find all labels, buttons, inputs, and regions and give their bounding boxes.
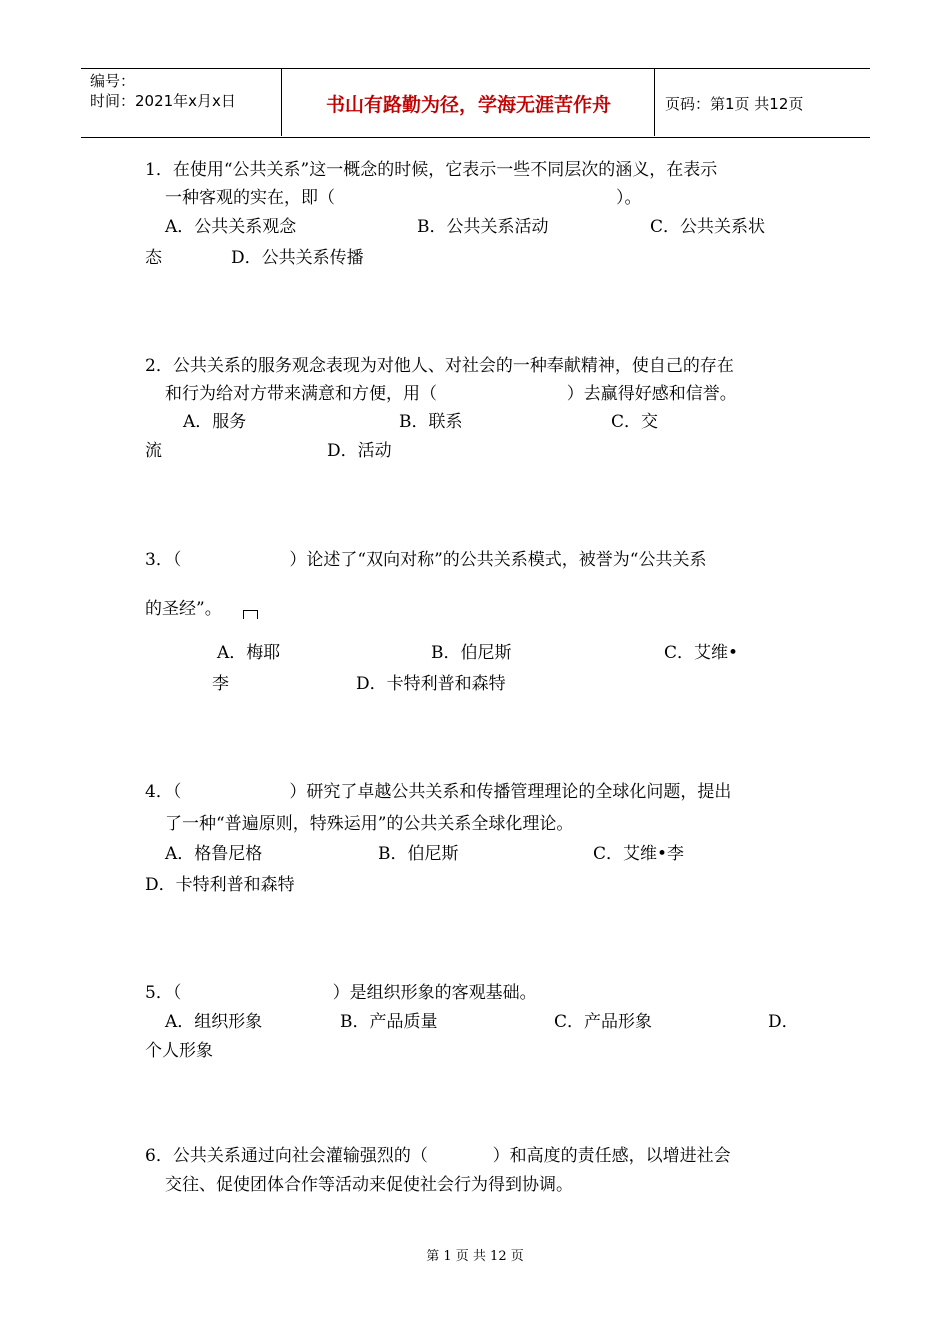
- question-5-line-1: 5．（ ）是组织形象的客观基础。: [145, 983, 537, 1003]
- question-1-option-c: C．公共关系状: [650, 217, 766, 237]
- question-2-option-a: A．服务: [183, 412, 247, 432]
- question-2-line-2: 和行为给对方带来满意和方便，用（ ）去赢得好感和信誉。: [165, 384, 737, 404]
- question-3-line-1: 3．（ ）论述了“双向对称”的公共关系模式，被誉为“公共关系: [145, 550, 707, 570]
- question-1-line-1: 1．在使用“公共关系”这一概念的时候，它表示一些不同层次的涵义，在表示: [145, 160, 718, 180]
- question-4-option-a: A．格鲁尼格: [165, 844, 263, 864]
- question-5-option-c: C．产品形象: [554, 1012, 653, 1032]
- question-5-option-d-cont: 个人形象: [145, 1041, 213, 1061]
- question-1-option-a: A．公共关系观念: [165, 217, 297, 237]
- question-4-option-d: D．卡特利普和森特: [145, 875, 295, 895]
- question-4-option-c: C．艾维•李: [593, 844, 685, 864]
- question-2-line-1: 2．公共关系的服务观念表现为对他人、对社会的一种奉献精神，使自己的存在: [145, 356, 734, 376]
- question-2-option-c-cont: 流: [145, 441, 162, 461]
- question-2-option-c: C．交: [611, 412, 659, 432]
- question-5-option-a: A．组织形象: [165, 1012, 263, 1032]
- question-4-line-2: 了一种“普遍原则，特殊运用”的公共关系全球化理论。: [165, 814, 574, 834]
- header-meta: [90, 71, 236, 111]
- question-4-line-1: 4．（ ）研究了卓越公共关系和传播管理理论的全球化问题，提出: [145, 782, 732, 802]
- question-3-line-2: 的圣经”。: [145, 599, 222, 619]
- page-footer: 第 1 页 共 12 页: [426, 1249, 524, 1264]
- question-3-option-a: A．梅耶: [217, 643, 281, 663]
- header-motto: 书山有路勤为径，学海无涯苦作舟: [325, 94, 611, 116]
- question-1-option-d: D．公共关系传播: [231, 248, 364, 268]
- question-1-line-2: 一种客观的实在，即（ ）。: [165, 188, 642, 208]
- question-3-option-c-cont: 李: [212, 674, 229, 694]
- question-3-option-b: B．伯尼斯: [431, 643, 512, 663]
- question-4-option-b: B．伯尼斯: [378, 844, 459, 864]
- question-3-option-c: C．艾维•: [664, 643, 739, 663]
- question-6-line-2: 交往、促使团体合作等活动来促使社会行为得到协调。: [165, 1175, 573, 1195]
- question-1-option-b: B．公共关系活动: [417, 217, 549, 237]
- question-2-option-d: D．活动: [327, 441, 392, 461]
- question-1-option-c-cont: 态: [145, 248, 162, 268]
- question-3-option-d: D．卡特利普和森特: [356, 674, 506, 694]
- header-page-info: 页码：第1页 共12页: [665, 95, 804, 113]
- question-6-line-1: 6．公共关系通过向社会灌输强烈的（ ）和高度的责任感，以增进社会: [145, 1146, 731, 1166]
- bracket-mark: [243, 610, 258, 619]
- question-2-option-b: B．联系: [399, 412, 463, 432]
- number-label: 编号：: [90, 72, 136, 90]
- question-5-option-d: D．: [768, 1012, 799, 1032]
- time-label: 时间：2021年x月x日: [90, 92, 236, 110]
- question-5-option-b: B．产品质量: [340, 1012, 438, 1032]
